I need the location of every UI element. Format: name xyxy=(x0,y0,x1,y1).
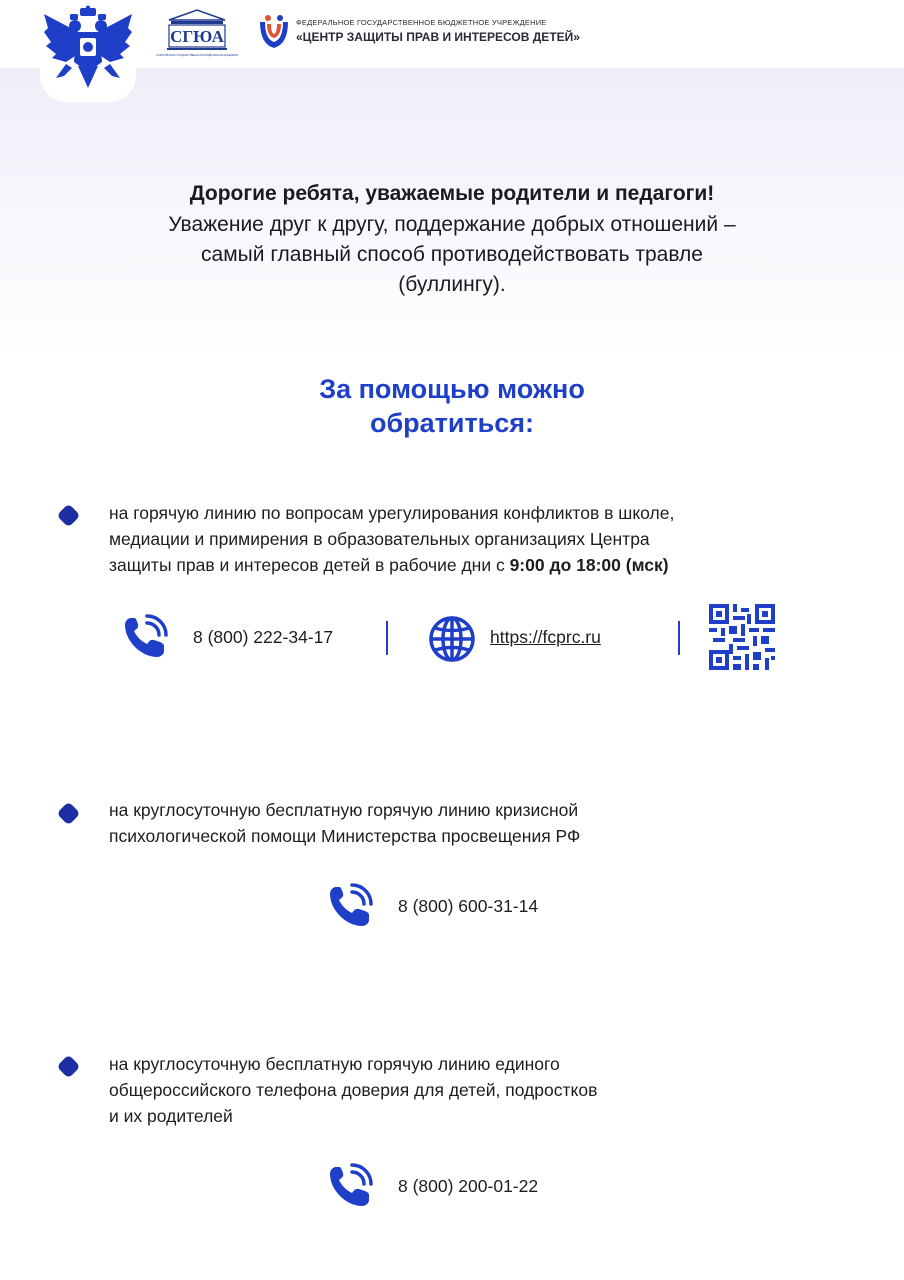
item-1-line2: медиации и примирения в образовательных организациях Центра xyxy=(109,529,650,549)
help-title xyxy=(200,372,704,440)
phone-icon xyxy=(327,883,373,929)
item-2-phone[interactable]: 8 (800) 600-31-14 xyxy=(398,896,539,916)
item-1-phone[interactable]: 8 (800) 222-34-17 xyxy=(193,627,334,647)
intro-line-3: (буллингу). xyxy=(398,273,506,296)
bullet-icon xyxy=(56,1054,80,1078)
item-3-line2: общероссийского телефона доверия для детей, подростков xyxy=(109,1080,598,1100)
emblem-tab xyxy=(40,0,136,102)
bullet-icon xyxy=(56,503,80,527)
item-1-line3-start: защиты прав и интересов детей в рабочие дни с xyxy=(109,555,510,575)
divider xyxy=(678,621,680,655)
help-title-line1: За помощью можно xyxy=(319,374,585,404)
sgua-logo-subtext: САРАТОВСКАЯ ГОСУДАРСТВЕННАЯ ЮРИДИЧЕСКАЯ АКАДЕМИЯ xyxy=(156,54,238,57)
qr-code[interactable] xyxy=(709,604,775,670)
intro-line-1: Уважение друг к другу, поддержание добрых отношений – xyxy=(168,213,736,236)
item-2-text xyxy=(109,797,849,849)
item-1-line3 xyxy=(109,552,849,578)
help-title-line2: обратиться: xyxy=(369,408,535,438)
bullet-icon xyxy=(56,801,80,825)
center-name xyxy=(296,18,580,44)
item-2-line1: на круглосуточную бесплатную горячую линию кризисной xyxy=(109,800,579,820)
intro-line-2: самый главный способ противодействовать травле xyxy=(201,243,703,266)
phone-icon xyxy=(122,614,168,660)
intro-greeting: Дорогие ребята, уважаемые родители и педагоги! xyxy=(189,182,715,205)
item-1-hours: 9:00 до 18:00 (мск) xyxy=(509,555,669,575)
globe-icon xyxy=(427,614,477,664)
center-name-line1: ФЕДЕРАЛЬНОЕ ГОСУДАРСТВЕННОЕ БЮДЖЕТНОЕ УЧРЕЖДЕНИЕ xyxy=(296,18,547,27)
item-3-phone[interactable]: 8 (800) 200-01-22 xyxy=(398,1176,539,1196)
center-name-line2: «ЦЕНТР ЗАЩИТЫ ПРАВ И ИНТЕРЕСОВ ДЕТЕЙ» xyxy=(296,30,580,44)
intro-block xyxy=(40,180,864,300)
sgua-logo-text: СГЮА xyxy=(170,27,224,46)
phone-icon xyxy=(327,1163,373,1209)
item-3-line3: и их родителей xyxy=(109,1106,233,1126)
center-logo-icon xyxy=(257,14,291,55)
sgua-logo xyxy=(156,8,238,62)
divider xyxy=(386,621,388,655)
item-1-line1: на горячую линию по вопросам урегулирования конфликтов в школе, xyxy=(109,503,675,523)
item-3-text xyxy=(109,1051,849,1129)
item-1-website-link[interactable]: https://fcprc.ru xyxy=(490,627,601,647)
item-2-line2: психологической помощи Министерства просвещения РФ xyxy=(109,826,581,846)
item-3-line1: на круглосуточную бесплатную горячую линию единого xyxy=(109,1054,560,1074)
item-1-text xyxy=(109,500,849,578)
emblem-icon xyxy=(42,6,134,92)
